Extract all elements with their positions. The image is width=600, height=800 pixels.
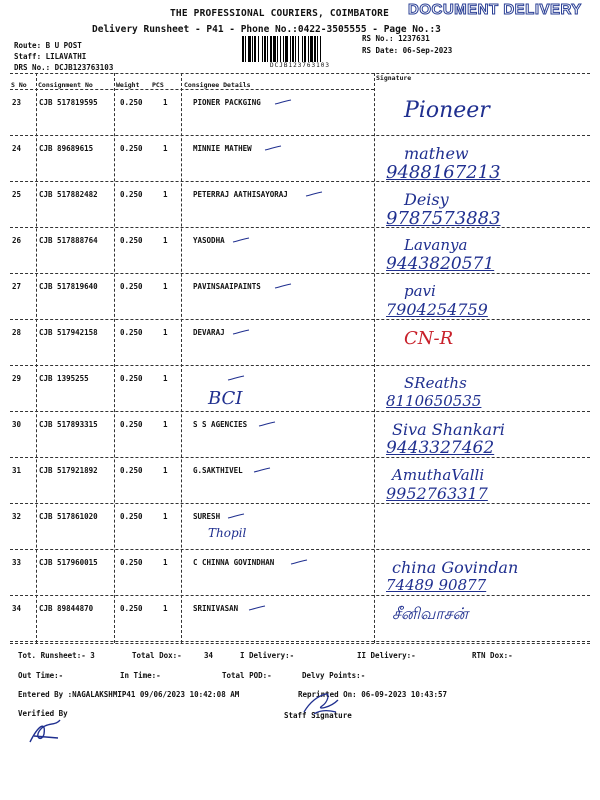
document-delivery-stamp: DOCUMENT DELIVERY (408, 1, 582, 18)
row-sno: 23 (12, 98, 22, 107)
row-signature-line: SReaths (404, 374, 467, 392)
row-consignee: S S AGENCIES (193, 420, 248, 429)
row-pcs: 1 (163, 328, 168, 337)
row-weight: 0.250 (120, 190, 143, 199)
row-separator (10, 135, 590, 136)
row-signature-line: AmuthaValli (392, 466, 485, 484)
barcode (242, 36, 358, 62)
row-weight: 0.250 (120, 512, 143, 521)
handwritten-tick-mark (305, 191, 323, 197)
entered-by: Entered By :NAGALAKSHMIP41 09/06/2023 10:42:08 AM (18, 690, 240, 699)
row-handwritten-note: Thopil (208, 526, 247, 540)
row-weight: 0.250 (120, 420, 143, 429)
row-weight: 0.250 (120, 98, 143, 107)
row-sno: 34 (12, 604, 22, 613)
row-sno: 28 (12, 328, 22, 337)
handwritten-tick-mark (264, 145, 282, 151)
row-consignee: SURESH (193, 512, 221, 521)
row-consignment-no: CJB 89689615 (39, 144, 94, 153)
handwritten-tick-mark (253, 467, 271, 473)
row-signature-line: 7904254759 (386, 300, 488, 319)
row-weight: 0.250 (120, 466, 143, 475)
col-header-sno: S No (11, 81, 27, 89)
company-name: THE PROFESSIONAL COURIERS, COIMBATORE (170, 8, 390, 19)
column-header-rule (10, 89, 374, 90)
row-weight: 0.250 (120, 282, 143, 291)
row-separator (10, 549, 590, 550)
total-pod-label: Total POD:- (222, 671, 272, 680)
row-consignment-no: CJB 517893315 (39, 420, 98, 429)
row-weight: 0.250 (120, 558, 143, 567)
staff-signature-drawing (300, 688, 344, 718)
rs-number: RS No.: 1237631 (362, 34, 430, 43)
staff-label: Staff: LILAVATHI (14, 52, 87, 61)
route-label: Route: B U POST (14, 41, 82, 50)
row-consignee: PAVINSAAIPAINTS (193, 282, 261, 291)
row-separator (10, 227, 590, 228)
row-sno: 31 (12, 466, 22, 475)
row-separator (10, 273, 590, 274)
row-consignment-no: CJB 517888764 (39, 236, 98, 245)
verifier-signature-drawing (24, 716, 66, 746)
row-separator (10, 181, 590, 182)
col-header-weight: Weight (116, 81, 140, 89)
row-sno: 29 (12, 374, 22, 383)
total-dox-label: Total Dox:- (132, 651, 182, 660)
handwritten-tick-mark (227, 513, 245, 519)
row-pcs: 1 (163, 512, 168, 521)
row-separator (10, 319, 590, 320)
row-pcs: 1 (163, 190, 168, 199)
rs-date: RS Date: 06-Sep-2023 (362, 46, 453, 55)
row-consignment-no: CJB 517960015 (39, 558, 98, 567)
row-signature-line: 9952763317 (386, 484, 488, 503)
row-sno: 25 (12, 190, 22, 199)
row-consignee: C CHINNA GOVINDHAN (193, 558, 275, 567)
row-signature-line: Pioneer (404, 98, 490, 123)
row-signature-line: 74489 90877 (386, 576, 487, 594)
handwritten-tick-mark (232, 329, 250, 335)
row-signature-line: Lavanya (404, 236, 468, 254)
out-time-label: Out Time:- (18, 671, 64, 680)
row-pcs: 1 (163, 374, 168, 383)
col-header-consignee: Consignee Details (184, 81, 251, 89)
row-consignee: DEVARAJ (193, 328, 225, 337)
row-consignee: PIONER PACKGING (193, 98, 261, 107)
col-header-signature: Signature (376, 74, 412, 82)
row-weight: 0.250 (120, 604, 143, 613)
handwritten-tick-mark (258, 421, 276, 427)
row-signature-line: mathew (404, 144, 469, 163)
handwritten-tick-mark (227, 375, 245, 381)
col-header-consignment: Consignment No (38, 81, 93, 89)
row-consignment-no: CJB 517882482 (39, 190, 98, 199)
row-signature-line: CN-R (404, 328, 454, 349)
handwritten-tick-mark (232, 237, 250, 243)
row-consignee: SRINIVASAN (193, 604, 239, 613)
row-signature-line: Deisy (404, 190, 449, 209)
row-consignee: MINNIE MATHEW (193, 144, 252, 153)
row-signature-line: Siva Shankari (392, 420, 505, 439)
row-sno: 33 (12, 558, 22, 567)
row-pcs: 1 (163, 144, 168, 153)
runsheet-title: Delivery Runsheet - P41 - Phone No.:0422-3505555 - Page No.:3 (92, 24, 441, 35)
row-consignment-no: CJB 517942158 (39, 328, 98, 337)
row-consignment-no: CJB 1395255 (39, 374, 89, 383)
table-bottom-rule (10, 643, 590, 644)
total-dox-value: 34 (204, 651, 214, 660)
handwritten-tick-mark (274, 283, 292, 289)
row-separator (10, 457, 590, 458)
row-signature-line: 8110650535 (386, 392, 482, 410)
row-separator (10, 641, 590, 642)
row-weight: 0.250 (120, 374, 143, 383)
row-consignment-no: CJB 517921892 (39, 466, 98, 475)
row-signature-line: 9443820571 (386, 254, 495, 274)
col-divider-consignee (374, 73, 375, 643)
row-signature-line: 9488167213 (386, 162, 501, 183)
col-divider-pcs (181, 73, 182, 643)
row-pcs: 1 (163, 282, 168, 291)
row-consignee: YASODHA (193, 236, 225, 245)
col-divider-sno (36, 73, 37, 643)
row-separator (10, 595, 590, 596)
in-time-label: In Time:- (120, 671, 161, 680)
col-divider-consignment (114, 73, 115, 643)
row-consignee: PETERRAJ AATHISAYORAJ (193, 190, 288, 199)
row-separator (10, 365, 590, 366)
row-sno: 26 (12, 236, 22, 245)
row-sno: 24 (12, 144, 22, 153)
row-signature-line: china Govindan (392, 558, 519, 577)
handwritten-tick-mark (274, 99, 292, 105)
row-signature-line: 9443327462 (386, 438, 495, 458)
table-top-rule (10, 73, 590, 74)
row-consignment-no: CJB 517861020 (39, 512, 98, 521)
drs-number: DRS No.: DCJB123763103 (14, 63, 114, 72)
rtn-dox-label: RTN Dox:- (472, 651, 513, 660)
row-signature-line: சீனிவாசன் (392, 604, 469, 623)
row-sno: 32 (12, 512, 22, 521)
reprinted-on: Reprinted On: 06-09-2023 10:43:57 (298, 690, 448, 699)
row-sno: 30 (12, 420, 22, 429)
handwritten-tick-mark (290, 559, 308, 565)
row-sno: 27 (12, 282, 22, 291)
row-pcs: 1 (163, 558, 168, 567)
row-weight: 0.250 (120, 328, 143, 337)
staff-signature-label: Staff Signature (284, 711, 352, 720)
row-weight: 0.250 (120, 144, 143, 153)
i-delivery-label: I Delivery:- (240, 651, 295, 660)
row-separator (10, 503, 590, 504)
total-runsheet: Tot. Runsheet:- 3 (18, 651, 95, 660)
row-separator (10, 411, 590, 412)
row-handwritten-note: BCI (208, 388, 243, 409)
row-pcs: 1 (163, 466, 168, 475)
row-pcs: 1 (163, 98, 168, 107)
delvy-points-label: Delvy Points:- (302, 671, 366, 680)
row-signature-line: 9787573883 (386, 208, 501, 229)
row-consignment-no: CJB 517819640 (39, 282, 98, 291)
row-weight: 0.250 (120, 236, 143, 245)
row-consignment-no: CJB 517819595 (39, 98, 98, 107)
barcode-number: DCJB123763103 (270, 62, 330, 69)
row-pcs: 1 (163, 420, 168, 429)
handwritten-tick-mark (248, 605, 266, 611)
col-header-pcs: PCS (152, 81, 164, 89)
row-consignment-no: CJB 89844870 (39, 604, 94, 613)
row-pcs: 1 (163, 604, 168, 613)
row-consignee: G.SAKTHIVEL (193, 466, 243, 475)
row-pcs: 1 (163, 236, 168, 245)
ii-delivery-label: II Delivery:- (357, 651, 416, 660)
row-signature-line: pavi (404, 282, 436, 300)
verified-by-label: Verified By (18, 709, 68, 718)
